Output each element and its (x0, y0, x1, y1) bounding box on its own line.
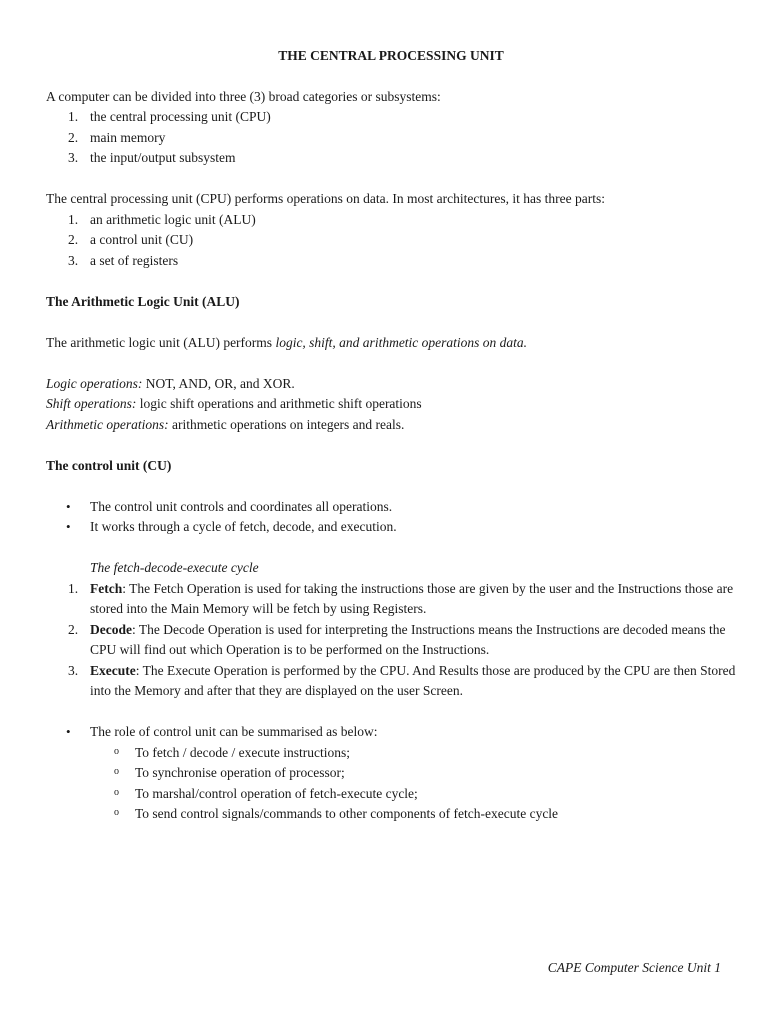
circle-bullet-icon: o (114, 807, 119, 818)
circle-bullet-icon: o (114, 786, 119, 798)
list-item: o To fetch / decode / execute instructions; (46, 743, 736, 764)
list-item: 2. main memory (68, 129, 166, 145)
circle-bullet-icon: o (114, 745, 119, 757)
bullet-icon: • (66, 724, 71, 739)
intro-text: A computer can be divided into three (3) broad categories or subsystems: (46, 88, 441, 104)
list-item: 2. a control unit (CU) (68, 232, 194, 247)
circle-bullet-icon: o (114, 766, 119, 777)
cu-heading: The control unit (CU) (46, 457, 172, 473)
list-item: o To marshal/control operation of fetch-execute cycle; (46, 784, 736, 805)
list-item: 1. Fetch: The Fetch Operation is used for taking the instructions those are given by the user and the Instructions those are stored into the Main Memory will be fetch by using Registers. (68, 580, 734, 616)
list-item: 3. the input/output subsystem (68, 150, 236, 165)
page-title: THE CENTRAL PROCESSING UNIT (278, 48, 504, 63)
list-item: o To send control signals/commands to other components of fetch-execute cycle (46, 804, 736, 825)
alu-op-shift: Shift operations: logic shift operations and arithmetic shift operations (46, 396, 422, 411)
bullet-icon: • (66, 519, 71, 534)
list-item: • The role of control unit can be summarised as below: (46, 722, 736, 743)
cycle-steps-list (46, 579, 736, 702)
document-page (46, 46, 736, 825)
alu-heading: The Arithmetic Logic Unit (ALU) (46, 293, 240, 309)
bullet-icon: • (66, 498, 71, 514)
cu-bullet-list (46, 497, 736, 538)
list-item: 3. Execute: The Execute Operation is performed by the CPU. And Results those are produced by the CPU are then Stored into the Memory and after that they are displayed on the user Screen. (68, 662, 736, 698)
list-item: o To synchronise operation of processor; (46, 763, 736, 784)
cu-role-list (46, 722, 736, 743)
list-item: 3. a set of registers (68, 252, 179, 268)
alu-op-arithmetic: Arithmetic operations: arithmetic operations on integers and reals. (46, 416, 405, 432)
list-item: • The control unit controls and coordinates all operations. (46, 497, 736, 518)
list-item: 1. the central processing unit (CPU) (68, 109, 271, 124)
subsystem-list (46, 107, 736, 169)
list-item: • It works through a cycle of fetch, decode, and execution. (46, 517, 736, 538)
page-footer: CAPE Computer Science Unit 1 (547, 960, 721, 975)
alu-description: The arithmetic logic unit (ALU) performs logic, shift, and arithmetic operations on data. (46, 334, 528, 350)
cycle-title: The fetch-decode-execute cycle (90, 560, 259, 575)
cu-roles-sublist (46, 743, 736, 825)
list-item: 2. Decode: The Decode Operation is used for interpreting the Instructions means the Instructions are decoded means the CPU will find out which Operation is to be performed on the Instructions. (68, 621, 726, 657)
cpu-parts-text: The central processing unit (CPU) performs operations on data. In most architectures, it has three parts: (46, 191, 605, 206)
alu-op-logic: Logic operations: NOT, AND, OR, and XOR. (46, 375, 295, 391)
list-item: 1. an arithmetic logic unit (ALU) (68, 211, 256, 227)
cpu-parts-list (46, 210, 736, 272)
